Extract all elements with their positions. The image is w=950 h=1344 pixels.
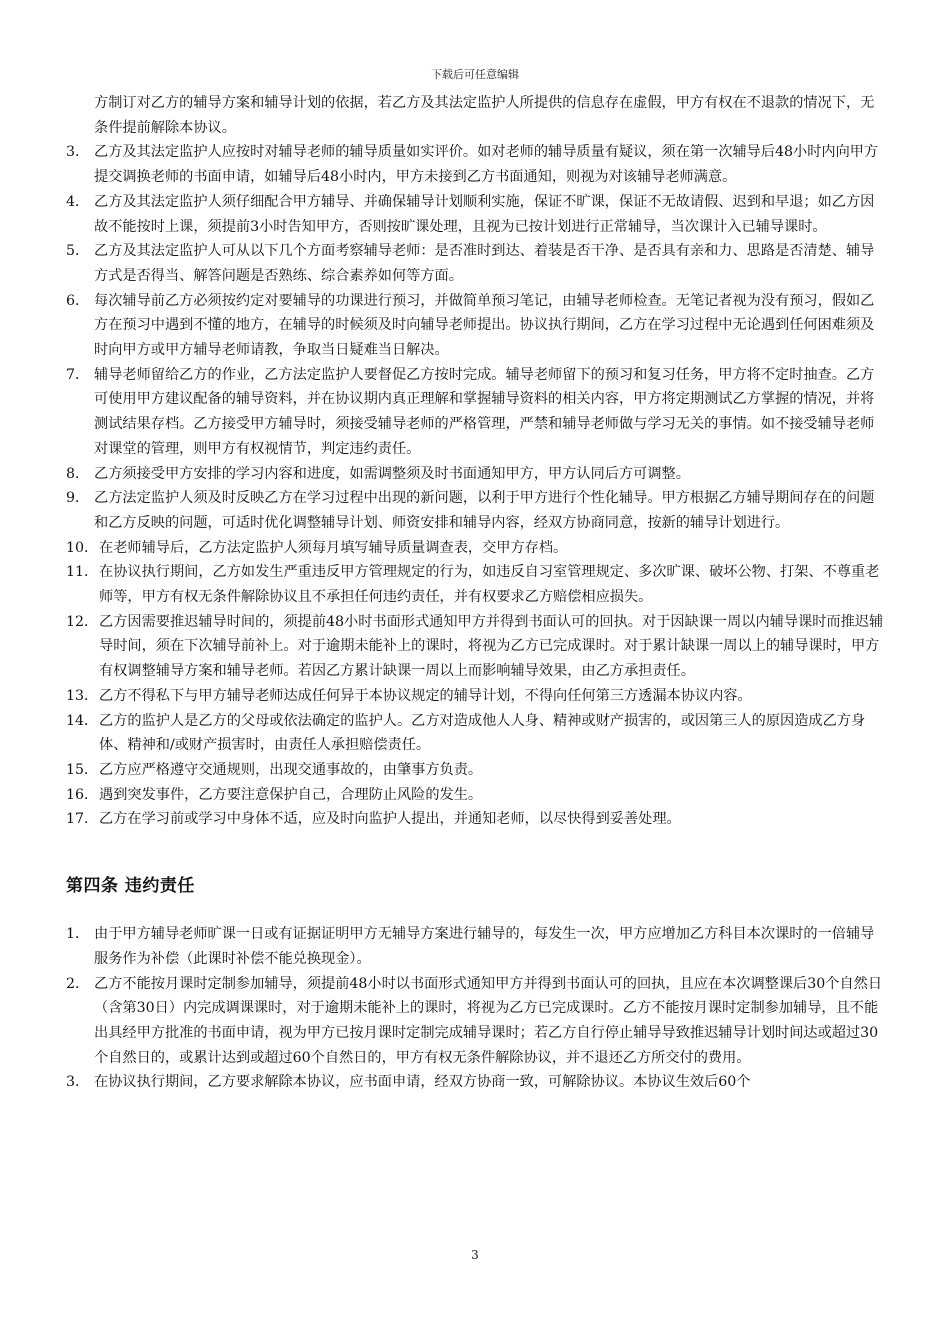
list-item (66, 536, 888, 561)
list-item (66, 758, 888, 783)
list-item (66, 1070, 888, 1095)
item-number: 8． (66, 465, 90, 482)
item-text: 乙方不能按月课时定制参加辅导，须提前48小时以书面形式通知甲方并得到书面认可的回执，且应在本次调整课后30个自然日（含第30日）内完成调课课时，对于逾期未能补上的课时，将视为乙方已完成课时。乙方不能按月课时定制参加辅导，且不能出具经甲方批准的书面申请，视为甲方已按月课时定制完成辅导课时；若乙方自行停止辅导导致推迟辅导计划时间达或超过30个自然日的，或累计达到或超过60个自然日的，甲方有权无条件解除协议，并不退还乙方所交付的费用。 (94, 975, 883, 1066)
list-item (66, 709, 888, 758)
item-text: 乙方法定监护人须及时反映乙方在学习过程中出现的新问题，以利于甲方进行个性化辅导。甲方根据乙方辅导期间存在的问题和乙方反映的问题，可适时优化调整辅导计划、师资安排和辅导内容，经双方协商同意，按新的辅导计划进行。 (94, 490, 875, 531)
item-text: 乙方须接受甲方安排的学习内容和进度，如需调整须及时书面通知甲方，甲方认同后方可调整。 (94, 465, 690, 482)
item-number: 3． (66, 1074, 90, 1091)
item-number: 6． (66, 292, 90, 309)
item-text: 乙方在学习前或学习中身体不适，应及时向监护人提出，并通知老师，以尽快得到妥善处理。 (99, 811, 681, 828)
section-heading: 第四条 违约责任 (66, 876, 195, 897)
item-number: 5． (66, 243, 90, 260)
document-body (66, 91, 888, 1095)
page-number: 3 (471, 1248, 479, 1262)
item-text: 遇到突发事件，乙方要注意保护自己，合理防止风险的发生。 (99, 786, 483, 803)
list-item (66, 239, 888, 288)
item-number: 13． (66, 687, 99, 704)
list-item (66, 610, 888, 684)
item-number: 3． (66, 144, 90, 161)
list-item (66, 140, 888, 189)
item-text: 在老师辅导后，乙方法定监护人须每月填写辅导质量调查表，交甲方存档。 (99, 539, 568, 556)
item-text: 乙方的监护人是乙方的父母或依法确定的监护人。乙方对造成他人人身、精神或财产损害的，或因第三人的原因造成乙方身体、精神和/或财产损害时，由责任人承担赔偿责任。 (99, 712, 866, 754)
item-text: 乙方不得私下与甲方辅导老师达成任何异于本协议规定的辅导计划，不得向任何第三方透漏本协议内容。 (99, 687, 752, 704)
item-number: 7． (66, 366, 90, 383)
item-text: 乙方因需要推迟辅导时间的，须提前48小时书面形式通知甲方并得到书面认可的回执。对于因缺课一周以内辅导课时而推迟辅导时间，须在下次辅导前补上。对于逾期未能补上的课时，将视为乙方已完成课时。对于累计缺课一周以上的辅导课时，甲方有权调整辅导方案和辅导老师。若因乙方累计缺课一周以上而影响辅导效果，由乙方承担责任。 (99, 613, 884, 680)
list-item (66, 922, 888, 971)
item-text: 每次辅导前乙方必须按约定对要辅导的功课进行预习，并做简单预习笔记，由辅导老师检查。无笔记者视为没有预习，假如乙方在预习中遇到不懂的地方，在辅导的时候须及时向辅导老师提出。协议执行期间，乙方在学习过程中无论遇到任何困难须及时向甲方或甲方辅导老师请教，争取当日疑难当日解决。 (94, 292, 875, 359)
list-item (66, 363, 888, 462)
paragraph-continuation: 方制订对乙方的辅导方案和辅导计划的依据，若乙方及其法定监护人所提供的信息存在虚假，甲方有权在不退款的情况下，无条件提前解除本协议。 (94, 95, 875, 136)
list-item (66, 684, 888, 709)
list-item (66, 289, 888, 363)
item-text: 由于甲方辅导老师旷课一日或有证据证明甲方无辅导方案进行辅导的，每发生一次，甲方应增加乙方科目本次课时的一倍辅导服务作为补偿（此课时补偿不能兑换现金）。 (94, 926, 875, 967)
item-number: 4． (66, 193, 90, 210)
item-number: 15． (66, 761, 99, 778)
item-number: 16． (66, 786, 99, 803)
list-item (66, 462, 888, 487)
list-item (66, 560, 888, 609)
section4-list (66, 922, 888, 1095)
section3-list (66, 140, 888, 832)
item-text: 乙方及其法定监护人须仔细配合甲方辅导、并确保辅导计划顺利实施，保证不旷课，保证不无故请假、迟到和早退；如乙方因故不能按时上课，须提前3小时告知甲方，否则按旷课处理，且视为已按计划进行正常辅导，当次课计入已辅导课时。 (94, 193, 875, 235)
item-number: 12． (66, 613, 99, 630)
item-number: 1． (66, 926, 90, 943)
item-text: 在协议执行期间，乙方要求解除本协议，应书面申请，经双方协商一致，可解除协议。本协议生效后60个 (94, 1074, 751, 1091)
item-number: 17． (66, 811, 99, 828)
list-item (66, 486, 888, 535)
item-number: 10． (66, 539, 99, 556)
item-text: 辅导老师留给乙方的作业，乙方法定监护人要督促乙方按时完成。辅导老师留下的预习和复习任务，甲方将不定时抽查。乙方可使用甲方建议配备的辅导资料，并在协议期内真正理解和掌握辅导资料的相关内容，甲方将定期测试乙方掌握的情况，并将测试结果存档。乙方接受甲方辅导时，须接受辅导老师的严格管理，严禁和辅导老师做与学习无关的事情。如不接受辅导老师对课堂的管理，则甲方有权视情节，判定违约责任。 (94, 366, 875, 457)
list-item (66, 972, 888, 1071)
item-text: 乙方及其法定监护人应按时对辅导老师的辅导质量如实评价。如对老师的辅导质量有疑议，须在第一次辅导后48小时内向甲方提交调换老师的书面申请，如辅导后48小时内，甲方未接到乙方书面通知，则视为对该辅导老师满意。 (94, 144, 879, 186)
list-item (66, 190, 888, 239)
item-number: 9． (66, 490, 90, 507)
item-text: 乙方及其法定监护人可从以下几个方面考察辅导老师：是否准时到达、着装是否干净、是否具有亲和力、思路是否清楚、辅导方式是否得当、解答问题是否熟练、综合素养如何等方面。 (94, 243, 875, 284)
item-number: 2． (66, 975, 90, 992)
list-item (66, 783, 888, 808)
page-header: 下载后可任意编辑 (431, 68, 519, 81)
item-number: 14． (66, 712, 99, 729)
list-item (66, 807, 888, 832)
item-text: 在协议执行期间，乙方如发生严重违反甲方管理规定的行为，如违反自习室管理规定、多次旷课、破坏公物、打架、不尊重老师等，甲方有权无条件解除协议且不承担任何违约责任，并有权要求乙方赔偿相应损失。 (99, 564, 880, 606)
item-number: 11． (66, 564, 99, 581)
item-text: 乙方应严格遵守交通规则，出现交通事故的，由肇事方负责。 (99, 761, 483, 778)
